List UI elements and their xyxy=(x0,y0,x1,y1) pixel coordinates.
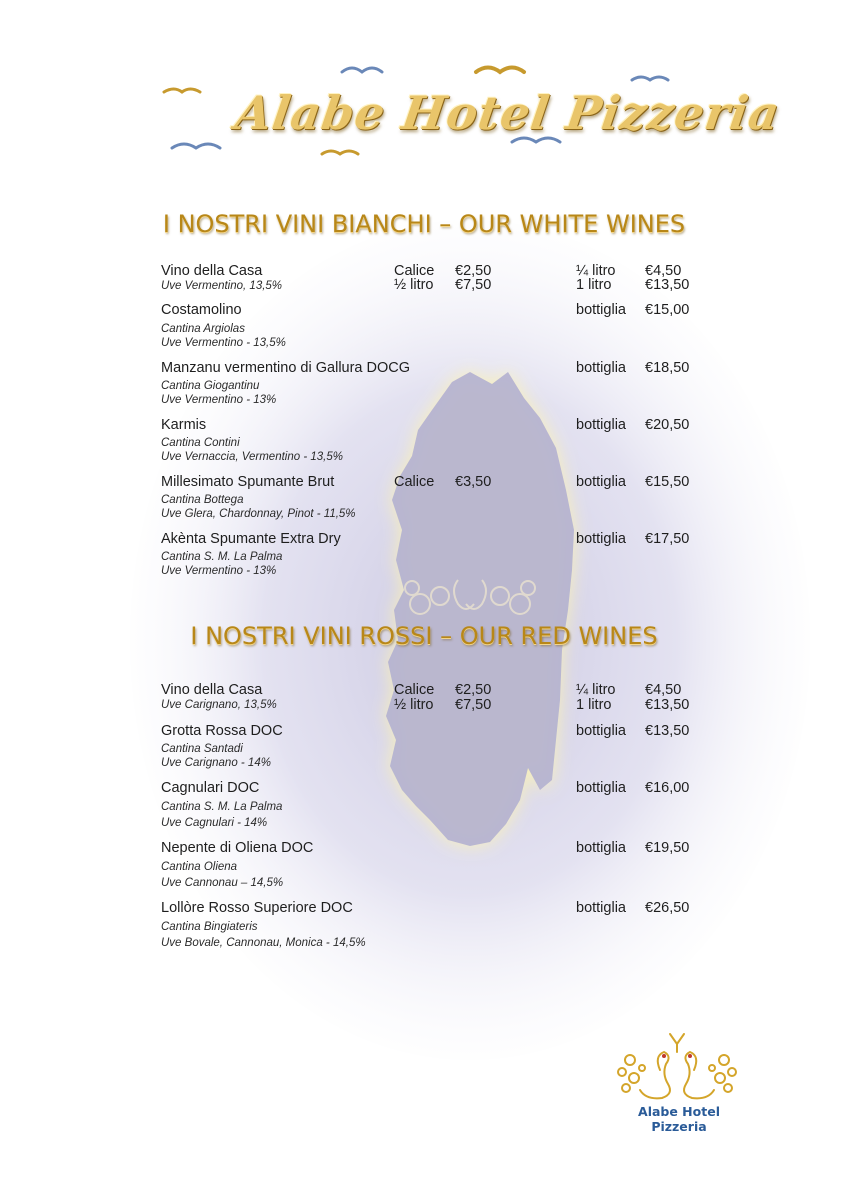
price-value: €13,50 xyxy=(645,723,690,739)
price-label: ½ litro xyxy=(394,277,434,293)
price-value: €15,50 xyxy=(645,474,690,490)
price-value: €20,50 xyxy=(645,417,690,433)
price-label: bottiglia xyxy=(576,723,626,739)
price-value: €4,50 xyxy=(645,263,682,279)
seagull-icon xyxy=(476,68,524,73)
seagull-icon xyxy=(632,77,668,80)
seagull-icon xyxy=(172,144,220,148)
wine-name: Grotta Rossa DOC xyxy=(161,723,283,739)
price-value: €7,50 xyxy=(455,277,492,293)
wine-detail: Cantina Oliena xyxy=(161,861,238,873)
price-label: bottiglia xyxy=(576,417,626,433)
price-value: €26,50 xyxy=(645,900,690,916)
footer-brand: Alabe Hotel Pizzeria xyxy=(638,1104,720,1134)
price-value: €16,00 xyxy=(645,780,690,796)
wine-detail: Uve Vermentino, 13,5% xyxy=(161,280,283,292)
wine-name: Nepente di Oliena DOC xyxy=(161,840,314,856)
price-label: bottiglia xyxy=(576,531,626,547)
wine-detail: Uve Vermentino - 13,5% xyxy=(161,337,286,349)
wine-detail: Cantina Giogantinu xyxy=(161,380,260,392)
wine-detail: Cantina Santadi xyxy=(161,743,243,755)
price-value: €13,50 xyxy=(645,277,690,293)
wine-name: Akènta Spumante Extra Dry xyxy=(161,531,341,547)
seagull-icon xyxy=(322,151,358,154)
price-label: bottiglia xyxy=(576,302,626,318)
wine-name: Vino della Casa xyxy=(161,682,263,698)
wine-detail: Uve Glera, Chardonnay, Pinot - 11,5% xyxy=(161,508,356,520)
price-label: ¼ litro xyxy=(576,263,616,279)
wine-name: Cagnulari DOC xyxy=(161,780,260,796)
price-label: bottiglia xyxy=(576,360,626,376)
wine-detail: Cantina Bottega xyxy=(161,494,244,506)
wine-detail: Cantina Contini xyxy=(161,437,240,449)
white-wines-title: I NOSTRI VINI BIANCHI – OUR WHITE WINES xyxy=(162,210,686,238)
wine-name: Vino della Casa xyxy=(161,263,263,279)
price-label: Calice xyxy=(394,474,435,490)
price-label: Calice xyxy=(394,263,435,279)
price-label: bottiglia xyxy=(576,780,626,796)
wine-name: Costamolino xyxy=(161,302,242,318)
wine-detail: Cantina Bingiateris xyxy=(161,921,258,933)
price-value: €18,50 xyxy=(645,360,690,376)
price-value: €13,50 xyxy=(645,697,690,713)
peacock-emblem-icon xyxy=(612,1030,742,1104)
wine-detail: Cantina S. M. La Palma xyxy=(161,551,283,563)
logo-title: Alabe Hotel Pizzeria xyxy=(232,86,784,140)
price-label: bottiglia xyxy=(576,474,626,490)
wine-detail: Cantina Argiolas xyxy=(161,323,245,335)
price-value: €7,50 xyxy=(455,697,492,713)
wine-detail: Uve Bovale, Cannonau, Monica - 14,5% xyxy=(161,937,366,949)
price-label: bottiglia xyxy=(576,840,626,856)
wine-detail: Uve Cagnulari - 14% xyxy=(161,817,268,829)
price-value: €2,50 xyxy=(455,682,492,698)
price-label: Calice xyxy=(394,682,435,698)
wine-detail: Uve Vernaccia, Vermentino - 13,5% xyxy=(161,451,343,463)
price-value: €15,00 xyxy=(645,302,690,318)
price-label: ½ litro xyxy=(394,697,434,713)
wine-detail: Uve Cannonau – 14,5% xyxy=(161,877,284,889)
price-value: €2,50 xyxy=(455,263,492,279)
wine-name: Manzanu vermentino di Gallura DOCG xyxy=(161,360,411,376)
price-value: €4,50 xyxy=(645,682,682,698)
wine-detail: Uve Vermentino - 13% xyxy=(161,394,277,406)
price-value: €19,50 xyxy=(645,840,690,856)
wine-detail: Uve Carignano, 13,5% xyxy=(161,699,277,711)
price-value: €17,50 xyxy=(645,531,690,547)
seagull-icon xyxy=(164,89,200,92)
price-label: ¼ litro xyxy=(576,682,616,698)
red-wines-title: I NOSTRI VINI ROSSI – OUR RED WINES xyxy=(190,622,658,650)
price-value: €3,50 xyxy=(455,474,492,490)
wine-name: Millesimato Spumante Brut xyxy=(161,474,335,490)
wine-detail: Cantina S. M. La Palma xyxy=(161,801,283,813)
seagull-icon xyxy=(342,68,382,72)
price-label: 1 litro xyxy=(576,277,612,293)
wine-name: Lollòre Rosso Superiore DOC xyxy=(161,900,353,916)
wine-detail: Uve Vermentino - 13% xyxy=(161,565,277,577)
price-label: 1 litro xyxy=(576,697,612,713)
wine-detail: Uve Carignano - 14% xyxy=(161,757,271,769)
wine-name: Karmis xyxy=(161,417,207,433)
price-label: bottiglia xyxy=(576,900,626,916)
